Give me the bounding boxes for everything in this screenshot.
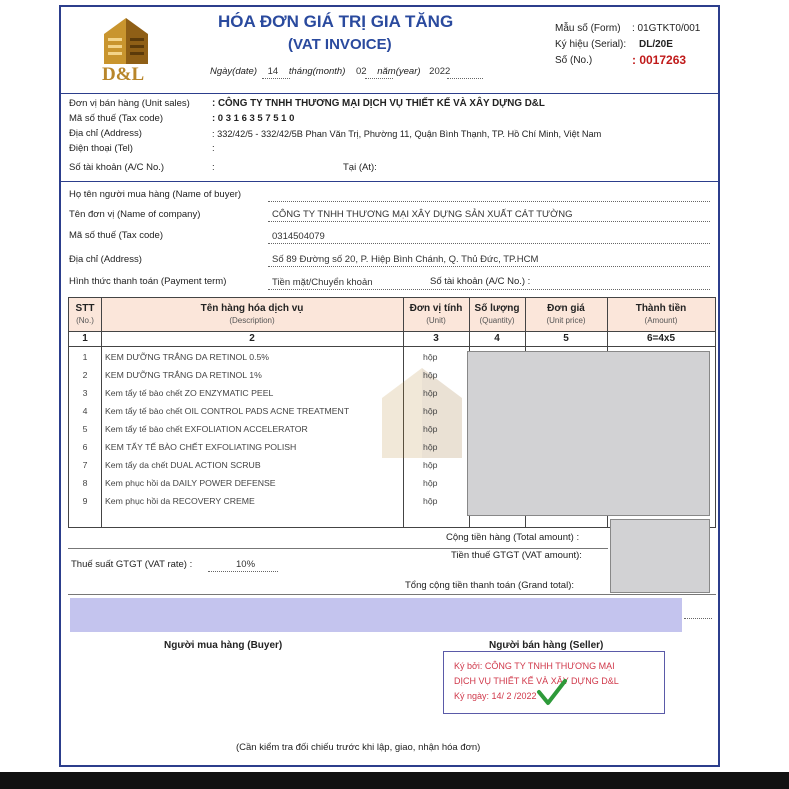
date-day: 14 [267,66,279,77]
row-unit: hộp [423,478,438,488]
date-line [210,66,456,78]
header-description-main: Tên hàng hóa dịch vụ [200,303,304,314]
form-label: Mẫu số (Form) [555,23,621,34]
seller-phone-label: Điện thoại (Tel) [69,143,133,154]
column-number-row [69,332,715,347]
row-no: 4 [82,406,88,416]
buyer-company-label: Tên đơn vị (Name of company) [69,209,201,220]
row-unit: hộp [423,370,438,380]
invoice-no-label: Số (No.) [555,55,593,66]
row-unit: hộp [423,496,438,506]
form-value: : 01GTKT0/001 [632,23,701,34]
row-unit: hộp [423,388,438,398]
amount-in-words-band [70,598,682,632]
vat-rate-line [208,571,278,572]
date-year: 2022 [429,66,451,77]
row-description: Kem tẩy da chết DUAL ACTION SCRUB [105,460,261,470]
header-unit-sub: (Unit) [426,316,446,325]
date-month-label: tháng(month) [288,66,346,77]
row-description: Kem phục hồi da RECOVERY CREME [105,496,255,506]
header-description [101,303,403,327]
buyer-tax-line [268,243,710,244]
col-number: 6=4x5 [646,333,676,344]
footer-note: (Cần kiểm tra đối chiếu trước khi lập, giao, nhận hóa đơn) [236,742,481,753]
header-no-main: STT [75,303,95,314]
buyer-sign-label: Người mua hàng (Buyer) [164,640,283,651]
header-unit-main: Đơn vị tính [409,303,463,314]
header-amount [607,303,715,327]
bottom-black-bar [0,772,789,789]
buyer-name-label: Họ tên người mua hàng (Name of buyer) [69,189,242,200]
vat-rate-value: 10% [236,559,256,570]
header-quantity-main: Số lượng [474,303,520,314]
row-unit: hộp [423,406,438,416]
seller-account-label: Số tài khoản (A/C No.) [69,162,165,173]
invoice-no-value: : 0017263 [632,53,687,67]
row-no: 7 [82,460,88,470]
logo-text: D&L [102,64,145,85]
row-unit: hộp [423,442,438,452]
company-logo [96,12,156,88]
header-no-sub: (No.) [76,316,94,325]
date-month-underline [365,78,393,79]
serial-label: Ký hiệu (Serial): [555,39,627,50]
buyer-address-value: Số 89 Đường số 20, P. Hiệp Bình Chánh, Q. Thủ Đức, TP.HCM [272,254,539,265]
signed-date: Ký ngày: 14/ 2 /2022 [454,691,537,701]
row-no: 1 [82,352,88,362]
row-no: 2 [82,370,88,380]
date-day-label: Ngày(date) [210,66,257,77]
grand-total-label: Tổng cộng tiền thanh toán (Grand total): [405,580,574,591]
row-unit: hộp [423,424,438,434]
date-day-underline [262,78,290,79]
vat-rate-label: Thuế suất GTGT (VAT rate) : [71,559,193,570]
header-unit-price-sub: (Unit price) [546,316,586,325]
col-number: 1 [82,333,88,344]
redacted-totals [610,519,710,593]
col-number: 5 [563,333,569,344]
row-description: KEM DƯỠNG TRẮNG DA RETINOL 0.5% [105,352,270,362]
buyer-name-line [268,201,710,202]
seller-divider [61,181,718,182]
date-year-label: năm(year) [377,66,421,77]
date-year-underline [447,78,483,79]
seller-address-label: Địa chỉ (Address) [69,128,142,139]
row-no: 5 [82,424,88,434]
row-no: 8 [82,478,88,488]
col-number: 2 [249,333,255,344]
header-description-sub: (Description) [229,316,275,325]
grand-total-divider [68,594,716,595]
row-description: Kem tẩy tế bào chết EXFOLIATION ACCELERATOR [105,424,308,434]
buyer-payment-value: Tiền mặt/Chuyển khoản [272,277,373,288]
seller-sign-label: Người bán hàng (Seller) [489,640,604,651]
buyer-tax-label: Mã số thuế (Tax code) [69,230,163,241]
seller-phone-value: : [212,143,215,154]
vat-amount-label: Tiền thuế GTGT (VAT amount): [451,550,582,561]
seller-tax-value: : 0 3 1 6 3 5 7 5 1 0 [212,113,295,124]
seller-unit-value: : CÔNG TY TNHH THƯƠNG MẠI DỊCH VỤ THIẾT KẾ VÀ XÂY DỰNG D&L [212,98,545,109]
digital-signature-box [443,651,665,714]
buyer-address-line [268,266,710,267]
total-amount-label: Cộng tiền hàng (Total amount) : [446,532,580,543]
row-description: KEM DƯỠNG TRẮNG DA RETINOL 1% [105,370,262,380]
row-description: Kem tẩy tế bào chết ZO ENZYMATIC PEEL [105,388,274,398]
buyer-tax-value: 0314504079 [272,231,325,242]
seller-address-value: : 332/42/5 - 332/42/5B Phan Văn Trị, Phường 11, Quận Bình Thạnh, TP. Hồ Chí Minh, Việt Nam [212,129,602,139]
header-no [69,303,101,327]
header-unit-price-main: Đơn giá [547,303,585,314]
row-description: KEM TẨY TẾ BÀO CHẾT EXFOLIATING POLISH [105,442,297,452]
header-quantity-sub: (Quantity) [479,316,515,325]
row-unit: hộp [423,352,438,362]
redacted-amounts [467,351,710,516]
col-number: 3 [433,333,439,344]
serial-value: DL/20E [639,39,673,50]
header-amount-main: Thành tiền [635,303,687,314]
header-unit-price [525,303,607,327]
seller-account-value: : [212,162,215,173]
buyer-company-line [268,221,710,222]
buyer-payment-line [268,289,710,290]
buyer-account-label: Số tài khoản (A/C No.) : [430,276,531,287]
seller-tax-label: Mã số thuế (Tax code) [69,113,163,124]
header-unit [403,303,469,327]
totals-divider [68,548,608,549]
invoice-subtitle: (VAT INVOICE) [288,36,392,53]
header-amount-sub: (Amount) [644,316,678,325]
row-description: Kem tẩy tế bào chết OIL CONTROL PADS ACNE TREATMENT [105,406,350,416]
date-month: 02 [356,66,367,77]
header-divider [61,93,718,94]
header-quantity [469,303,525,327]
invoice-title: HÓA ĐƠN GIÁ TRỊ GIA TĂNG [218,12,454,31]
buyer-company-value: CÔNG TY TNHH THƯƠNG MẠI XÂY DỰNG SẢN XUẤT CÁT TƯỜNG [272,209,573,220]
row-unit: hộp [423,460,438,470]
buyer-address-label: Địa chỉ (Address) [69,254,142,265]
buyer-payment-label: Hình thức thanh toán (Payment term) [69,276,227,287]
row-description: Kem phục hồi da DAILY POWER DEFENSE [105,478,276,488]
seller-at-label: Tại (At): [343,162,377,173]
seller-unit-label: Đơn vị bán hàng (Unit sales) [69,98,190,109]
row-no: 6 [82,442,88,452]
col-number: 4 [494,333,500,344]
row-no: 3 [82,388,88,398]
signed-by-line1: Ký bởi: CÔNG TY TNHH THƯƠNG MẠI [454,661,615,671]
row-no: 9 [82,496,88,506]
amount-in-words-line [684,618,712,619]
checkmark-icon [536,678,568,708]
signed-by-line2: DỊCH VỤ THIẾT KẾ VÀ XÂY DỰNG D&L [454,676,619,686]
